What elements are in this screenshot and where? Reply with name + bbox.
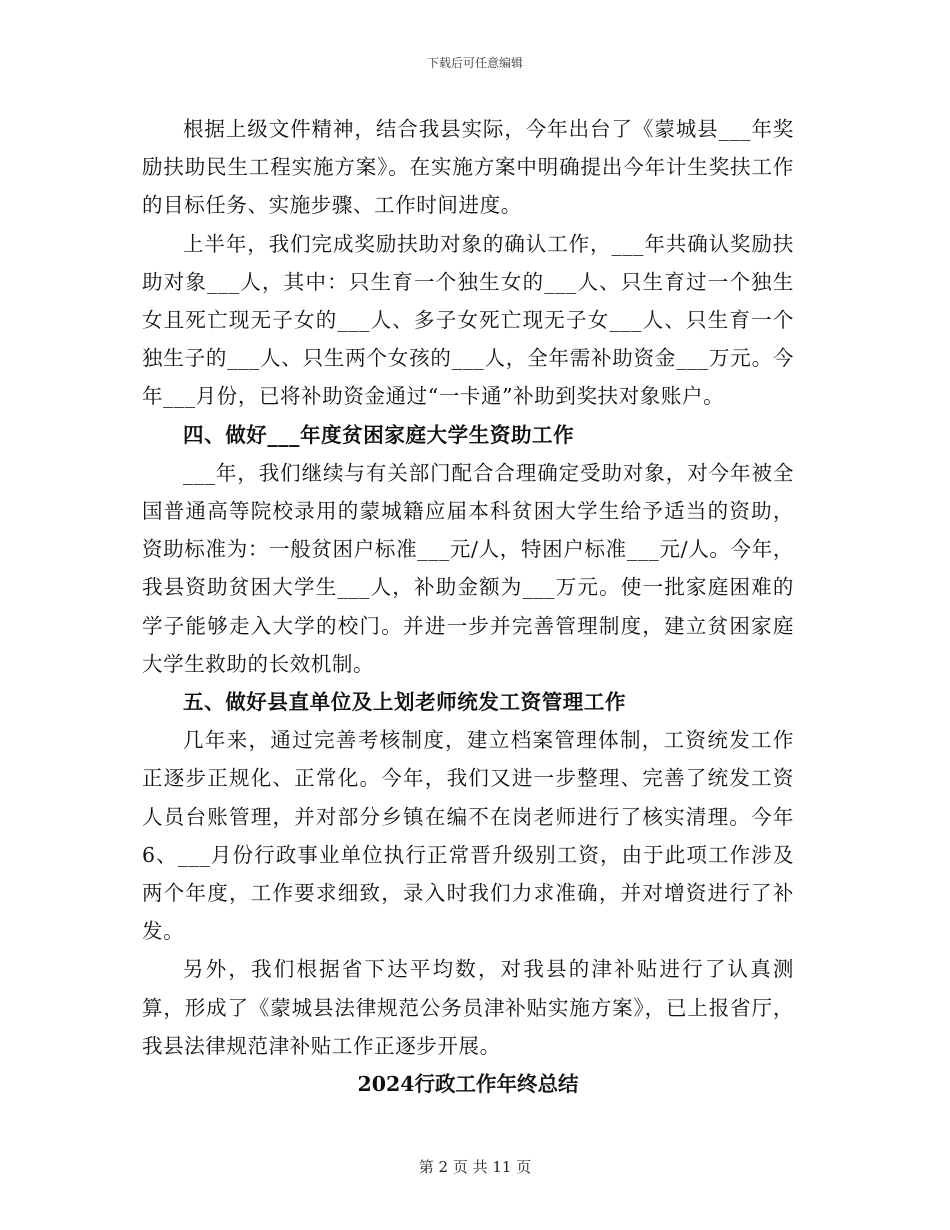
page-footer: 第 2 页 共 11 页: [418, 1158, 532, 1176]
paragraph-salary: 几年来，通过完善考核制度，建立档案管理体制，工资统发工作正逐步正规化、正常化。今年，我们又进一步整理、完善了统发工资人员台账管理，并对部分乡镇在编不在岗老师进行了核实清理。今年6、___月份行政事业单位执行正常晋升级别工资，由于此项工作涉及两个年度，工作要求细致，录入时我们力求准确，并对增资进行了补发。: [142, 728, 794, 944]
page-header: 下载后可任意编辑: [426, 56, 523, 70]
paragraph-first-half: 上半年，我们完成奖励扶助对象的确认工作，___年共确认奖励扶助对象___人，其中：只生育一个独生女的___人、只生育过一个独生女且死亡现无子女的___人、多子女死亡现无子女___人、只生育一个独生子的___人、只生两个女孩的___人，全年需补助资金___万元。今年___月份，已将补助资金通过“一卡通”补助到奖扶对象账户。: [142, 231, 794, 409]
section-heading-4: 四、做好___年度贫困家庭大学生资助工作: [183, 422, 575, 447]
section-heading-5: 五、做好县直单位及上划老师统发工资管理工作: [183, 690, 627, 715]
paragraph-allowance: 另外，我们根据省下达平均数，对我县的津补贴进行了认真测算，形成了《蒙城县法律规范公务员津补贴实施方案》，已上报省厅，我县法律规范津补贴工作正逐步开展。: [142, 957, 794, 1058]
paragraph-policy: 根据上级文件精神，结合我县实际，今年出台了《蒙城县___年奖励扶助民生工程实施方案》。在实施方案中明确提出今年计生奖扶工作的目标任务、实施步骤、工作时间进度。: [142, 117, 794, 218]
paragraph-student-aid: ___年，我们继续与有关部门配合合理确定受助对象，对今年被全国普通高等院校录用的蒙城籍应届本科贫困大学生给予适当的资助，资助标准为：一般贫困户标准___元/人，特困户标准___元/人。今年，我县资助贫困大学生___人，补助金额为___万元。使一批家庭困难的学子能够走入大学的校门。并进一步并完善管理制度，建立贫困家庭大学生救助的长效机制。: [142, 460, 794, 676]
document-body: [142, 110, 794, 1103]
next-document-title: 2024行政工作年终总结: [357, 1072, 579, 1097]
